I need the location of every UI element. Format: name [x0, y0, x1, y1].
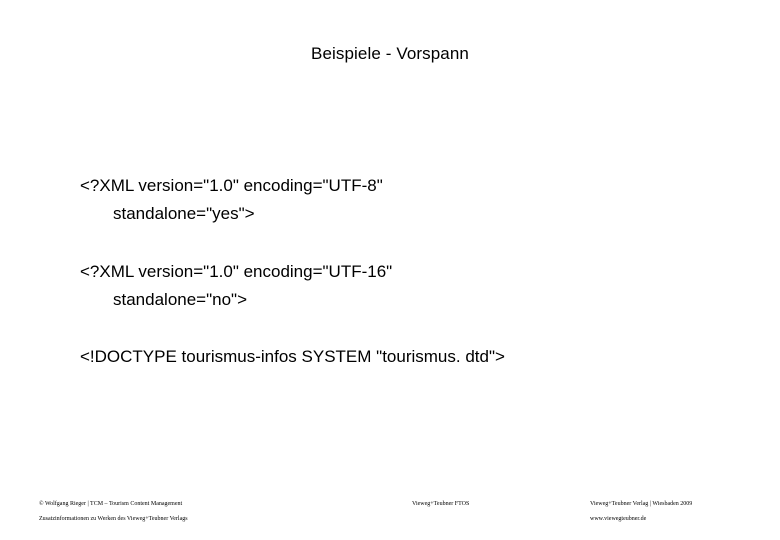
- slide-title: Beispiele - Vorspann: [311, 44, 469, 63]
- xml-declaration-utf16: [80, 258, 392, 314]
- code-line: <?XML version="1.0" encoding="UTF-16": [80, 262, 393, 281]
- code-line: <!DOCTYPE tourismus-infos SYSTEM "tourismus. dtd">: [80, 347, 505, 366]
- footer-center-line: Vieweg+Teubner FTOS: [412, 501, 470, 507]
- footer-copyright-line: © Wolfgang Rieger | TCM – Tourism Content Management: [39, 501, 183, 507]
- footer-info-line: Zusatzinformationen zu Werken des Vieweg+Teubner Verlags: [39, 516, 188, 522]
- xml-declaration-utf8: [80, 172, 383, 228]
- footer-publisher-short: [412, 497, 469, 512]
- code-line: <?XML version="1.0" encoding="UTF-8": [80, 176, 383, 195]
- footer-copyright: [39, 497, 188, 527]
- code-line-continuation: standalone="no">: [113, 290, 248, 309]
- code-line-continuation: standalone="yes">: [113, 204, 255, 223]
- doctype-declaration: [80, 343, 505, 371]
- footer-publisher: [590, 497, 692, 527]
- footer-website-link[interactable]: www.viewegteubner.de: [590, 516, 647, 522]
- footer-publisher-line: Vieweg+Teubner Verlag | Wiesbaden 2009: [590, 501, 693, 507]
